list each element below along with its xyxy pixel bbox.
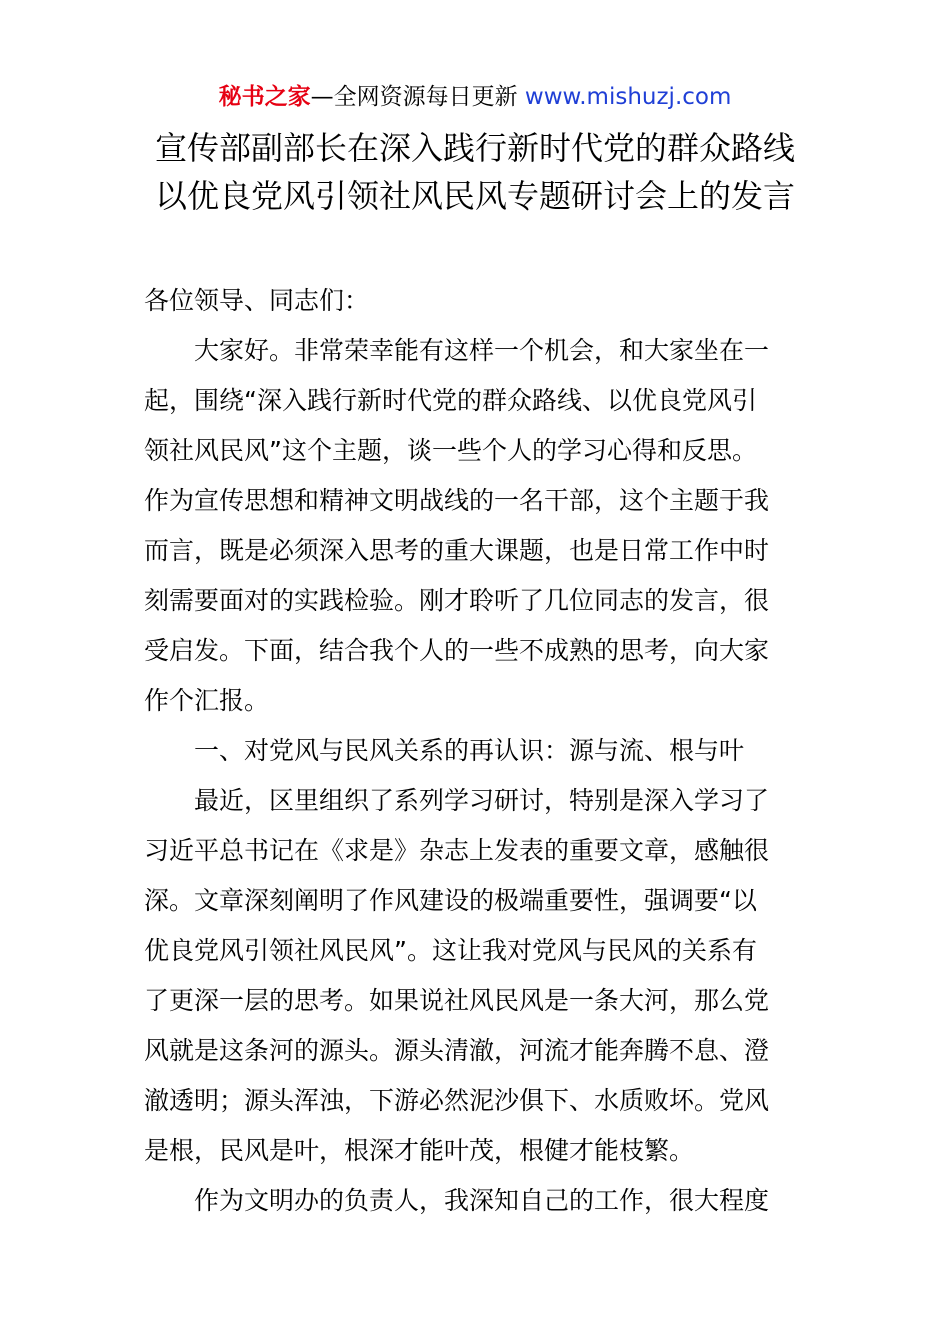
document-title <box>0 124 950 220</box>
body-line: 最近，区里组织了系列学习研讨，特别是深入学习了 <box>194 786 770 815</box>
body-line: 领社风民风”这个主题，谈一些个人的学习心得和反思。 <box>144 436 757 465</box>
body-line: 了更深一层的思考。如果说社风民风是一条大河，那么党 <box>144 986 770 1015</box>
brand-name: 秘书之家 <box>218 84 311 110</box>
site-header <box>0 80 950 114</box>
body-line: 习近平总书记在《求是》杂志上发表的重要文章，感触很 <box>144 836 770 865</box>
body-line: 作为文明办的负责人，我深知自己的工作，很大程度 <box>194 1186 770 1215</box>
body-line: 受启发。下面，结合我个人的一些不成熟的思考，向大家 <box>144 636 770 665</box>
body-line: 刻需要面对的实践检验。刚才聆听了几位同志的发言，很 <box>144 586 770 615</box>
site-url[interactable]: www.mishuzj.com <box>524 84 732 110</box>
body-line: 而言，既是必须深入思考的重大课题，也是日常工作中时 <box>144 536 770 565</box>
section-heading: 一、对党风与民风关系的再认识：源与流、根与叶 <box>194 736 745 765</box>
body-line: 风就是这条河的源头。源头清澈，河流才能奔腾不息、澄 <box>144 1036 770 1065</box>
title-line-2: 以优良党风引领社风民风专题研讨会上的发言 <box>154 177 795 215</box>
body-line: 起，围绕“深入践行新时代党的群众路线、以优良党风引 <box>144 386 757 415</box>
title-line-1: 宣传部副部长在深入践行新时代党的群众路线 <box>154 129 795 167</box>
body-line: 澈透明；源头浑浊，下游必然泥沙俱下、水质败坏。党风 <box>144 1086 770 1115</box>
body-line: 深。文章深刻阐明了作风建设的极端重要性，强调要“以 <box>144 886 757 915</box>
header-tagline: —全网资源每日更新 <box>310 84 518 110</box>
body-line: 作个汇报。 <box>144 686 270 715</box>
body-line: 作为宣传思想和精神文明战线的一名干部，这个主题于我 <box>144 486 770 515</box>
salutation: 各位领导、同志们： <box>144 286 370 315</box>
body-line: 大家好。非常荣幸能有这样一个机会，和大家坐在一 <box>194 336 770 365</box>
body-line: 是根，民风是叶，根深才能叶茂，根健才能枝繁。 <box>144 1136 695 1165</box>
document-body <box>144 276 814 1226</box>
body-line: 优良党风引领社风民风”。这让我对党风与民风的关系有 <box>144 936 757 965</box>
